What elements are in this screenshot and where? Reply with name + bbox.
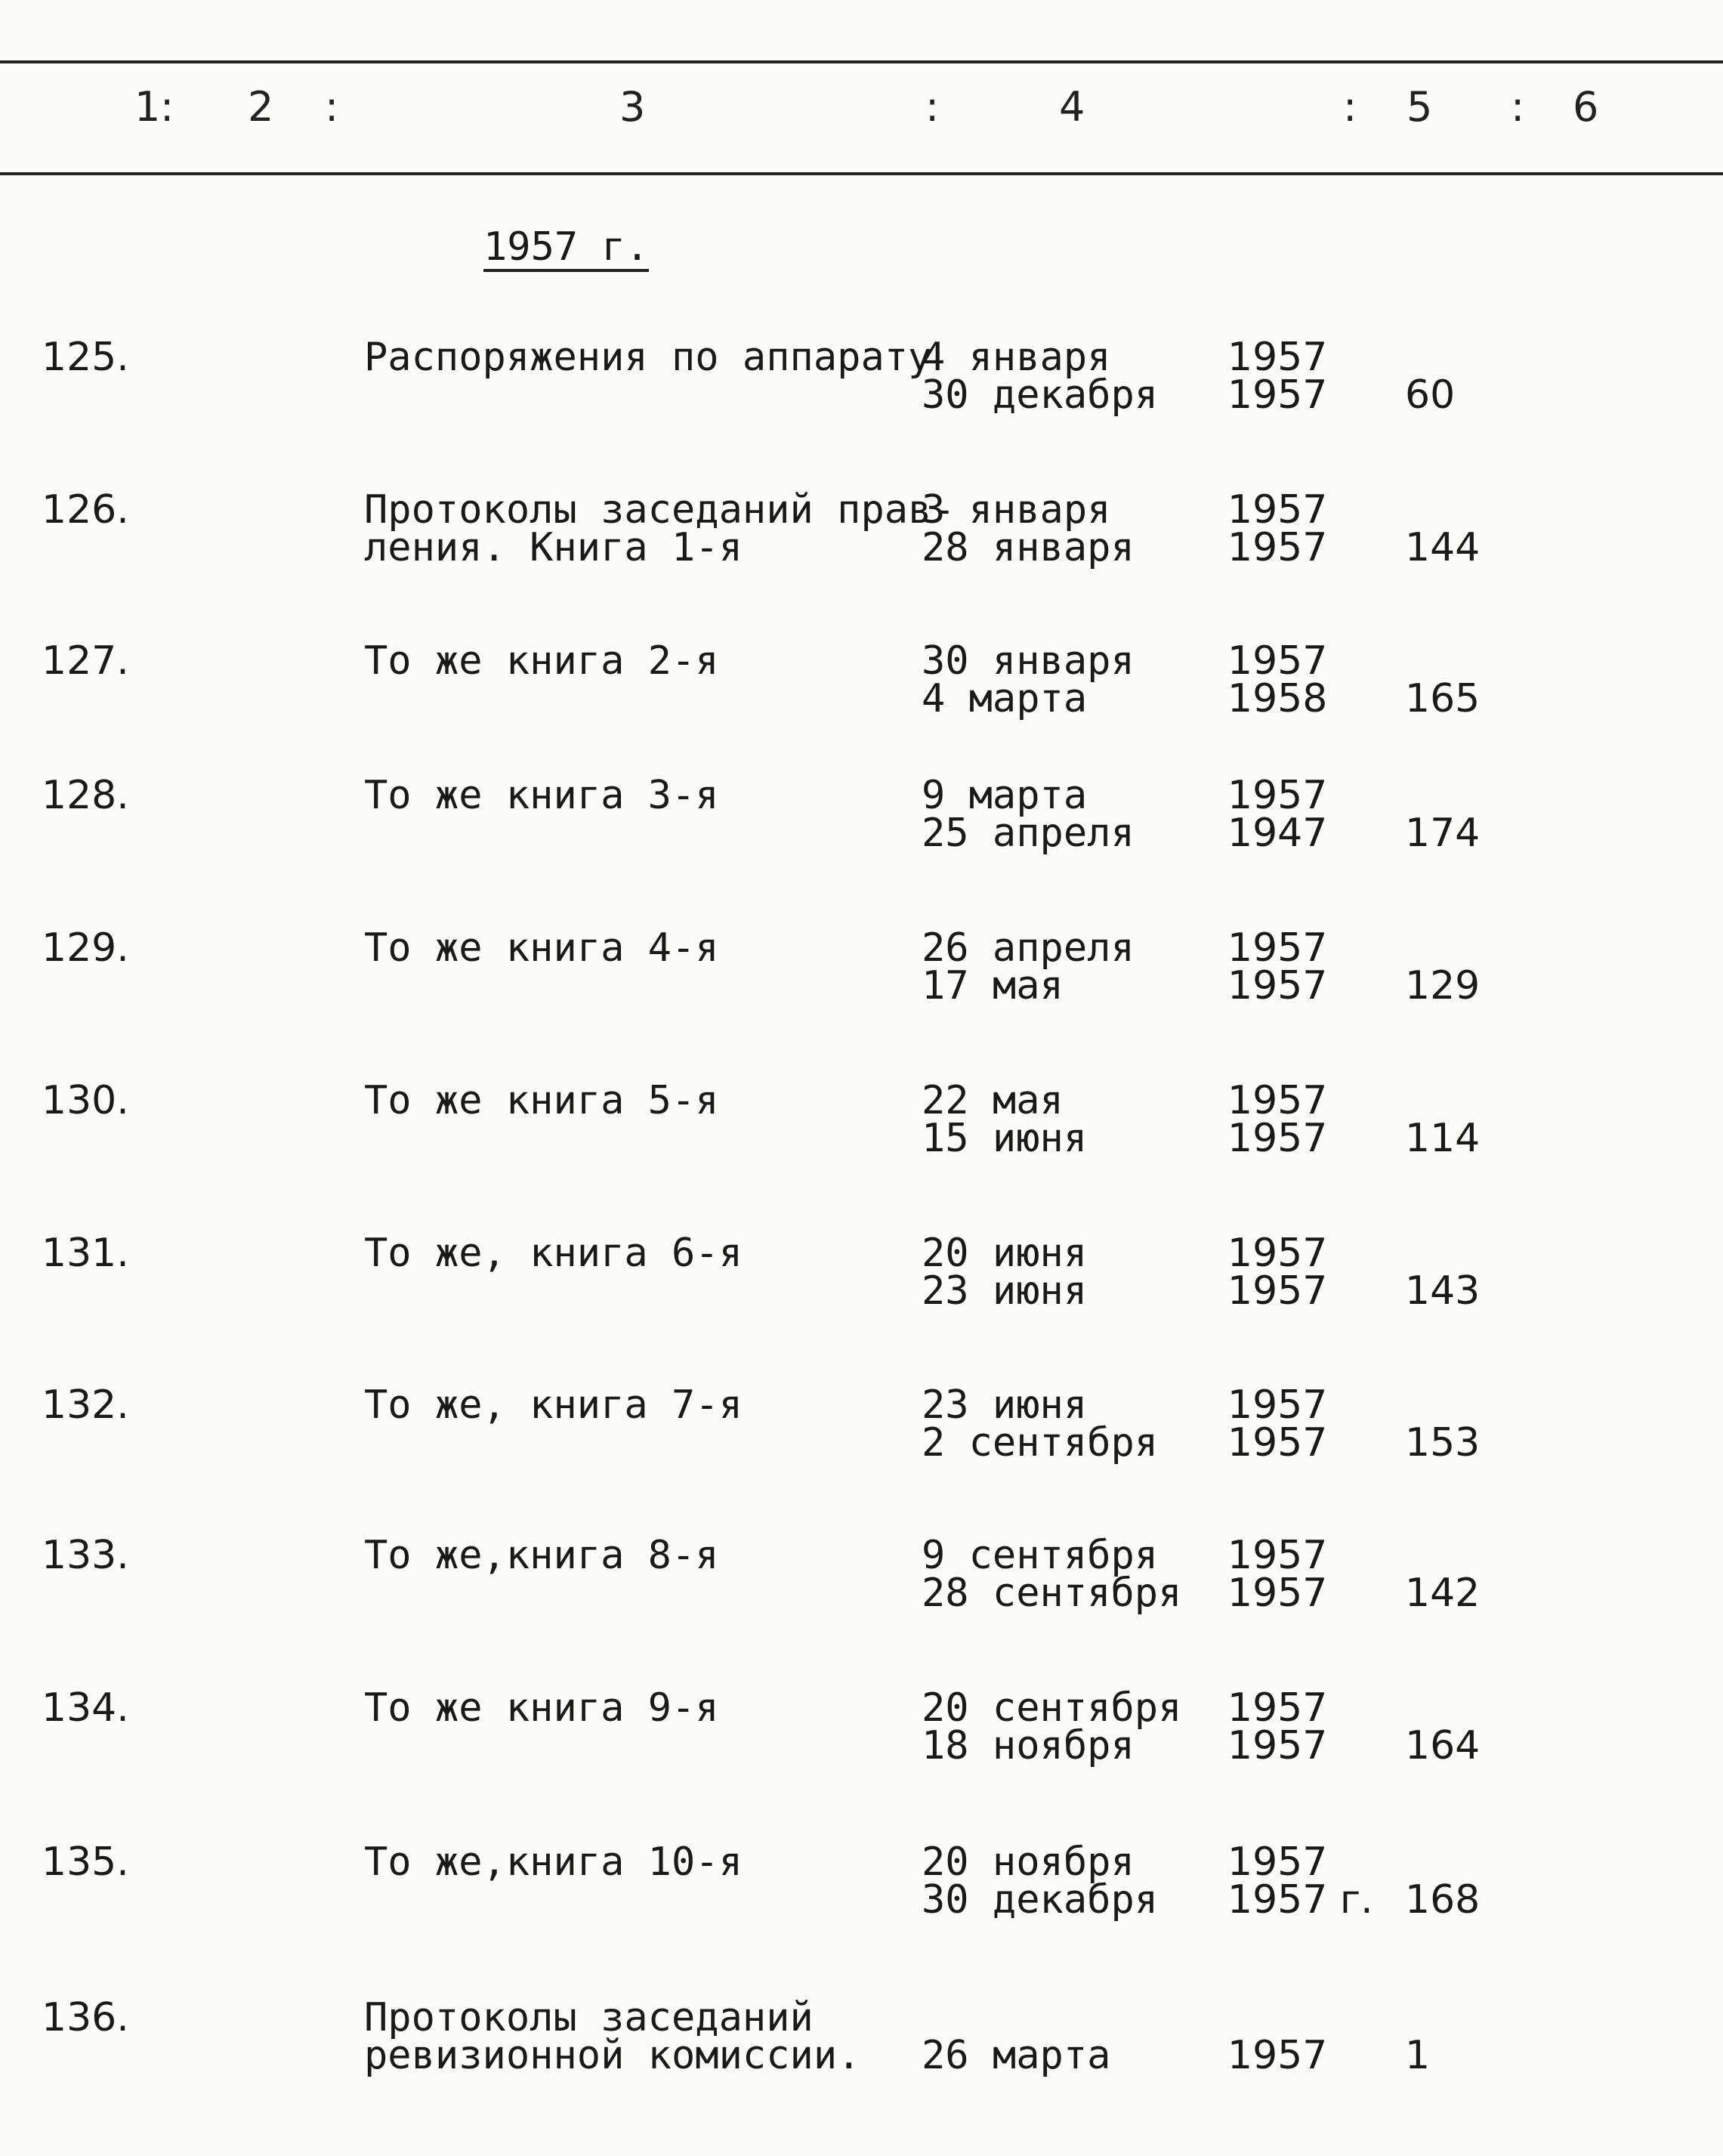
entry-number: 130. <box>42 1078 129 1123</box>
column-header-6: 6 <box>1573 83 1599 131</box>
table-row <box>0 1382 1723 1500</box>
entry-number: 132. <box>42 1382 129 1428</box>
entry-number: 135. <box>42 1839 129 1885</box>
page-count: 144 <box>1405 525 1481 570</box>
year-end: 1957 <box>1227 525 1328 570</box>
year-end: 1957 <box>1227 1268 1328 1314</box>
date-end: 2 сентября <box>922 1420 1159 1466</box>
column-header-3: 3 <box>619 83 646 131</box>
entry-title: То же книга 9-я <box>364 1685 719 1731</box>
year-start: 1957 <box>1227 1533 1328 1578</box>
year-end: 1957 <box>1227 1116 1328 1161</box>
column-header-2: 2 <box>248 83 274 131</box>
year-start: 1957 <box>1227 335 1328 380</box>
page-count: 142 <box>1405 1571 1481 1616</box>
table-row <box>0 773 1723 890</box>
date-start: 9 сентября <box>922 1533 1159 1578</box>
entry-number: 127. <box>42 638 129 684</box>
year-start: 1957 <box>1227 1839 1328 1885</box>
date-start: 26 апреля <box>922 925 1135 971</box>
page-count: 164 <box>1405 1723 1481 1768</box>
table-row <box>0 1995 1723 2112</box>
page-count: 1 <box>1405 2033 1431 2078</box>
date-start: 20 ноября <box>922 1839 1135 1885</box>
table-row <box>0 1078 1723 1195</box>
entry-number: 134. <box>42 1685 129 1731</box>
entry-title: То же,книга 10-я <box>364 1839 743 1885</box>
year-start: 1957 <box>1227 1685 1328 1731</box>
date-start: 30 января <box>922 638 1135 684</box>
entry-number: 133. <box>42 1533 129 1578</box>
entry-number: 131. <box>42 1231 129 1276</box>
date-end: 18 ноября <box>922 1723 1135 1768</box>
entry-title: То же,книга 8-я <box>364 1533 719 1578</box>
column-header-1: 1 <box>134 83 161 131</box>
date-end: 17 мая <box>922 963 1064 1009</box>
date-start: 20 июня <box>922 1231 1088 1276</box>
year-end: 1957 <box>1227 1723 1328 1768</box>
page-count: 168 <box>1405 1877 1481 1923</box>
entry-title: То же, книга 6-я <box>364 1231 743 1276</box>
date-end: 15 июня <box>922 1116 1088 1161</box>
year-end: 1957 <box>1227 1571 1328 1616</box>
section-year-heading: 1957 г. <box>483 225 649 272</box>
entry-title-continued: ревизионной комиссии. <box>364 2033 861 2078</box>
year-end: 1957 <box>1227 1420 1328 1466</box>
entry-number: 136. <box>42 1995 129 2040</box>
entry-title: Распоряжения по аппарату <box>364 335 932 380</box>
year-end: 1957 г. <box>1227 1877 1373 1923</box>
page-count: 143 <box>1405 1268 1481 1314</box>
table-row <box>0 335 1723 452</box>
table-row <box>0 1533 1723 1650</box>
year-end: 1957 <box>1227 963 1328 1009</box>
date-start: 4 января <box>922 335 1111 380</box>
entry-title: То же, книга 7-я <box>364 1382 743 1428</box>
date-end: 4 марта <box>922 676 1088 721</box>
year-start: 1957 <box>1227 638 1328 684</box>
table-row <box>0 1231 1723 1348</box>
entry-title: То же книга 5-я <box>364 1078 719 1123</box>
entry-title-continued: ления. Книга 1-я <box>364 525 743 570</box>
year-end: 1958 <box>1227 676 1328 721</box>
column-separator: : <box>160 83 174 131</box>
year-start: 1957 <box>1227 1078 1328 1123</box>
date-end: 28 января <box>922 525 1135 570</box>
year-start: 1957 <box>1227 925 1328 971</box>
column-header-4: 4 <box>1059 83 1085 131</box>
entry-title: Протоколы заседаний прав- <box>364 487 956 533</box>
page-count: 60 <box>1405 372 1456 418</box>
entry-title: То же книга 3-я <box>364 773 719 818</box>
page-count: 174 <box>1405 811 1481 856</box>
page-count: 129 <box>1405 963 1481 1009</box>
date-start: 22 мая <box>922 1078 1064 1123</box>
entry-title: То же книга 4-я <box>364 925 719 971</box>
year-start: 1957 <box>1227 773 1328 818</box>
date-end: 26 марта <box>922 2033 1111 2078</box>
table-row <box>0 1839 1723 1957</box>
date-end: 28 сентября <box>922 1571 1182 1616</box>
column-separator: : <box>925 83 940 131</box>
page-count: 153 <box>1405 1420 1481 1466</box>
date-start: 9 марта <box>922 773 1088 818</box>
date-start: 23 июня <box>922 1382 1088 1428</box>
entry-title: Протоколы заседаний <box>364 1995 814 2040</box>
column-header-5: 5 <box>1406 83 1433 131</box>
date-end: 25 апреля <box>922 811 1135 856</box>
table-row <box>0 638 1723 755</box>
year-start: 1957 <box>1227 1382 1328 1428</box>
year-end: 1957 <box>1227 372 1328 418</box>
column-separator: : <box>1343 83 1357 131</box>
header-bottom-rule <box>0 172 1723 175</box>
date-start: 3 января <box>922 487 1111 533</box>
year-start: 1957 <box>1227 487 1328 533</box>
year-end: 1947 <box>1227 811 1328 856</box>
table-row <box>0 487 1723 604</box>
year-start: 1957 <box>1227 1231 1328 1276</box>
entry-number: 129. <box>42 925 129 971</box>
header-top-rule <box>0 60 1723 63</box>
page-count: 114 <box>1405 1116 1481 1161</box>
table-row <box>0 1685 1723 1802</box>
date-end: 30 декабря <box>922 1877 1159 1923</box>
date-end: 23 июня <box>922 1268 1088 1314</box>
page-count: 165 <box>1405 676 1481 721</box>
entry-number: 126. <box>42 487 129 533</box>
entry-number: 128. <box>42 773 129 818</box>
column-separator: : <box>1511 83 1525 131</box>
table-row <box>0 925 1723 1042</box>
entry-title: То же книга 2-я <box>364 638 719 684</box>
column-separator: : <box>325 83 339 131</box>
date-end: 30 декабря <box>922 372 1159 418</box>
year-end: 1957 <box>1227 2033 1328 2078</box>
entry-number: 125. <box>42 335 129 380</box>
date-start: 20 сентября <box>922 1685 1182 1731</box>
